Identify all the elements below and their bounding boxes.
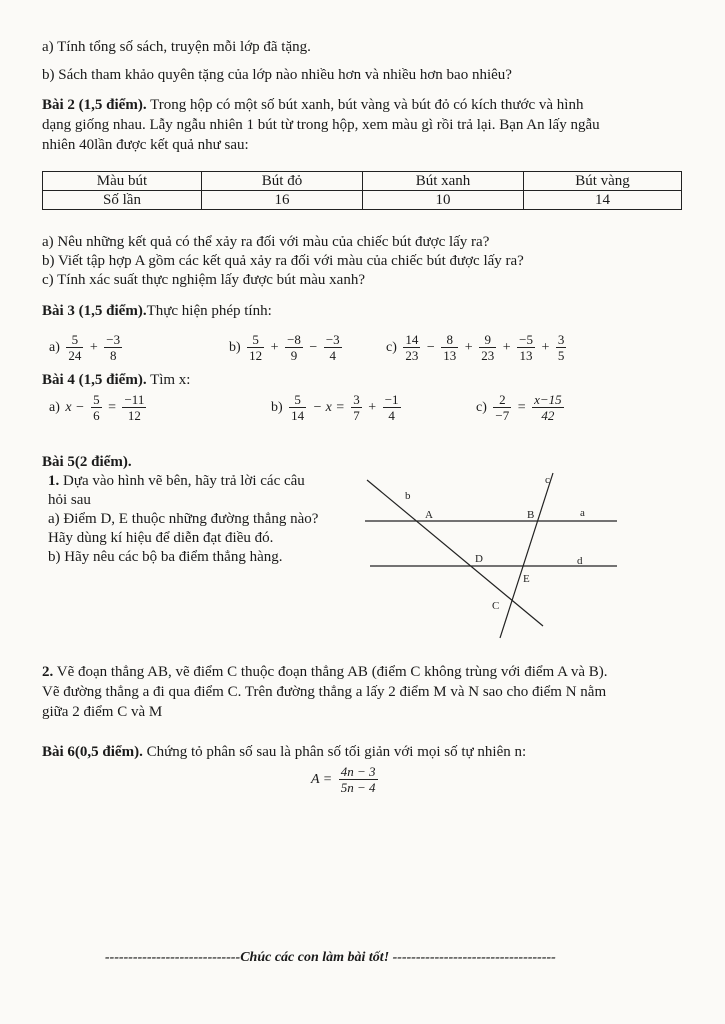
table-row [43,191,682,210]
fraction: $\frac{5}{24}$ [68,332,82,363]
operator: − [426,339,435,355]
line-b [367,480,543,626]
table-cell: 10 [363,191,524,210]
operator: − [309,339,318,355]
table-cell: Màu bút [43,172,202,191]
footer-message: -----------------------------Chúc các con làm bài tốt! ----------------------------------- [105,950,556,965]
bai5-p1-num: 1. [48,473,60,489]
bai3-text: Thực hiện phép tính: [146,303,272,319]
bai2-text2: dạng giống nhau. Lẫy ngẫu nhiên 1 bút từ trong hộp, xem màu gì rồi trả lại. Bạn An lấy ngẫu [42,117,600,133]
operator: + [270,339,279,355]
expr-text: x − [65,399,85,415]
bai2-text3: nhiên 40lần được kết quả như sau: [42,137,249,153]
bai5-p1-a: Dựa vào hình vẽ bên, hãy trả lời các câu [63,473,305,489]
table-cell: 16 [202,191,363,210]
label-d-line: d [577,555,583,567]
label-a: a) [49,399,60,415]
fraction: $\frac{5}{6}$ [93,392,100,423]
bai5-qa2: Hãy dùng kí hiệu để diễn đạt điều đó. [48,530,274,546]
line-c [500,473,553,638]
fraction: $\frac{5}{14}$ [291,392,305,423]
bai5-p2-2: Vẽ đường thẳng a đi qua điểm C. Trên đường thẳng a lấy 2 điểm M và N sao cho điểm N nằm [42,684,607,700]
label-c: c) [476,399,487,415]
label-a: a) [49,339,60,355]
bai6-heading [42,743,526,761]
fraction: $\frac{9}{23}$ [481,332,495,363]
fraction: $\frac{-5}{13}$ [519,332,533,363]
bai3-heading [42,302,272,320]
operator: = [517,399,526,415]
fraction: $\frac{2}{-7}$ [495,392,510,423]
bai2-qc: c) Tính xác suất thực nghiệm lấy được bút màu xanh? [42,272,365,288]
label-b-line: b [405,490,411,502]
bai4-expr-a [48,392,148,423]
result-table [42,171,682,210]
table-cell: Bút vàng [524,172,682,191]
operator: + [502,339,511,355]
fraction: $\frac{-11}{12}$ [124,392,145,423]
line-b: b) Sách tham khảo quyên tặng của lớp nào nhiều hơn và nhiều hơn bao nhiêu? [42,67,512,83]
fraction: $\frac{-3}{8}$ [106,332,121,363]
fraction: $\frac{14}{23}$ [405,332,419,363]
fraction: $\frac{5}{12}$ [249,332,263,363]
bai3-expr-a [48,332,124,363]
label-point-e: E [523,573,530,585]
label-point-b: B [527,509,535,521]
bai6-text: Chứng tỏ phân số sau là phân số tối giản với mọi số tự nhiên n: [146,744,527,760]
operator: + [541,339,550,355]
bai2-title: Bài 2 (1,5 điểm). [42,97,147,113]
table-cell: 14 [524,191,682,210]
bai2-qa: a) Nêu những kết quả có thể xảy ra đối với màu của chiếc bút được lấy ra? [42,234,490,250]
bai5-p2-1: Vẽ đoạn thẳng AB, vẽ điểm C thuộc đoạn thẳng AB (điểm C không trùng với điểm A và B). [56,664,608,680]
bai3-expr-b [228,332,344,363]
bai5-p1-b: hỏi sau [48,492,91,508]
fraction: $\frac{-8}{9}$ [287,332,301,363]
bai5-p1-line1 [48,472,305,490]
label-point-d: D [475,553,483,565]
bai5-title: Bài 5(2 điểm). [42,454,132,470]
bai3-expr-c [385,332,568,363]
fraction: $\frac{3}{7}$ [353,392,360,423]
fraction: $\frac{x-15}{42}$ [534,392,562,423]
bai5-p2-line1 [42,663,608,681]
line-a: a) Tính tổng số sách, truyện mỗi lớp đã tặng. [42,39,311,55]
bai4-title: Bài 4 (1,5 điểm). [42,372,147,388]
table-cell: Bút đỏ [202,172,363,191]
label-point-a: A [425,509,433,521]
fraction: $\frac{-3}{4}$ [325,332,340,363]
label-b: b) [271,399,283,415]
bai5-p2-3: giữa 2 điểm C và M [42,704,163,720]
label-c-line: c [545,474,550,486]
bai5-qa: a) Điểm D, E thuộc những đường thẳng nào? [48,511,319,527]
bai5-qb: b) Hãy nêu các bộ ba điểm thẳng hàng. [48,549,283,565]
bai5-p2-num: 2. [42,664,54,680]
operator: + [368,399,377,415]
fraction: $\frac{3}{5}$ [557,332,565,363]
geometry-figure [365,468,625,643]
bai2-text1: Trong hộp có một số bút xanh, bút vàng và bút đỏ có kích thước và hình [150,97,584,113]
fraction: $\frac{8}{13}$ [443,332,457,363]
table-cell: Bút xanh [363,172,524,191]
operator: + [89,339,98,355]
table-cell: Số lần [43,191,202,210]
fraction: $\frac{4n - 3}{5n - 4}$ [340,764,376,795]
expr-text: − x = [312,399,345,415]
table-header-row [43,172,682,191]
bai6-expr [310,764,380,795]
label-a-line: a [580,507,585,519]
operator: = [108,399,116,415]
bai4-heading [42,371,190,389]
bai2-line1 [42,96,583,114]
operator: + [464,339,473,355]
bai3-title: Bài 3 (1,5 điểm). [42,303,147,319]
label-point-c: C [492,600,500,612]
label-c: c) [386,339,397,355]
bai2-qb: b) Viết tập hợp A gồm các kết quả xảy ra đối với màu của chiếc bút được lấy ra? [42,253,524,269]
expr-text: A = [311,771,333,787]
bai6-title: Bài 6(0,5 điểm). [42,744,143,760]
label-b: b) [229,339,241,355]
bai4-text: Tìm x: [150,372,191,388]
bai4-expr-b [270,392,403,423]
bai4-expr-c [475,392,566,423]
fraction: $\frac{-1}{4}$ [384,392,399,423]
